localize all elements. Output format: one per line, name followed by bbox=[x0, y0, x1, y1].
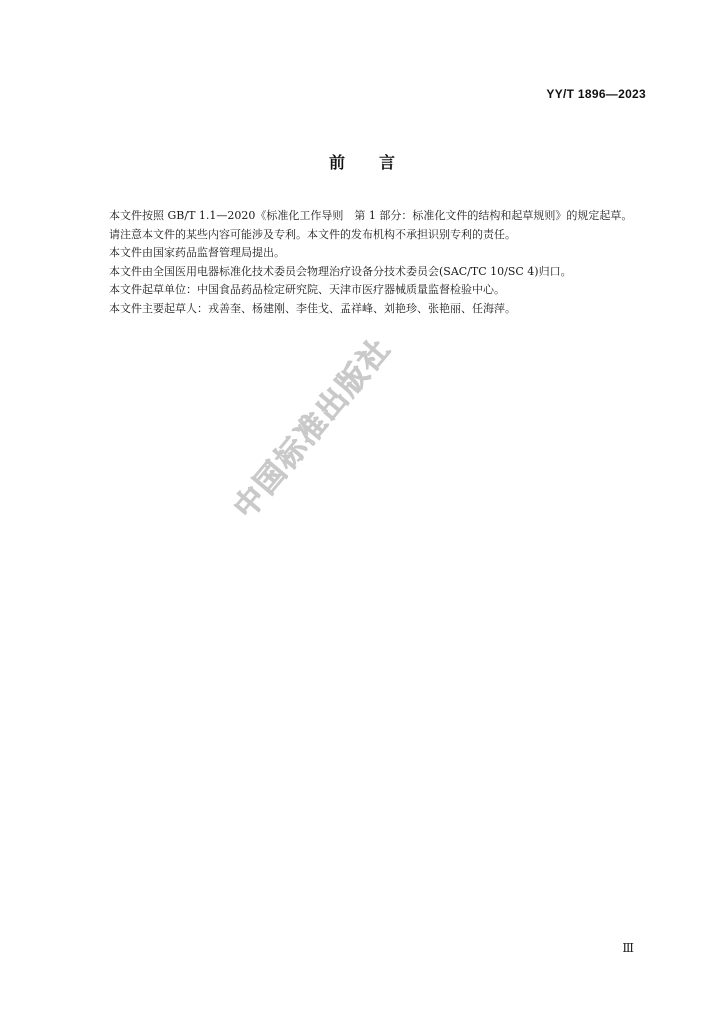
publisher-watermark: 中国标准出版社 bbox=[227, 331, 399, 526]
paragraph-patent-notice: 请注意本文件的某些内容可能涉及专利。本文件的发布机构不承担识别专利的责任。 bbox=[109, 227, 516, 241]
paragraph-drafting-rules: 本文件按照 GB/T 1.1—2020《标准化工作导则 第 1 部分：标准化文件的结构和起草规则》的规定起草。 bbox=[109, 209, 633, 222]
foreword-body bbox=[87, 207, 647, 318]
paragraph-proposer: 本文件由国家药品监督管理局提出。 bbox=[109, 246, 285, 259]
paragraph-technical-committee: 本文件由全国医用电器标准化技术委员会物理治疗设备分技术委员会(SAC/TC 10/SC 4)归口。 bbox=[109, 264, 572, 278]
section-title: 前言 bbox=[328, 153, 429, 172]
page-number: Ⅲ bbox=[622, 941, 634, 955]
paragraph-main-drafters: 本文件主要起草人：戎善奎、杨建刚、李佳戈、孟祥峰、刘艳珍、张艳丽、任海萍。 bbox=[109, 301, 516, 315]
paragraph-drafting-organizations: 本文件起草单位：中国食品药品检定研究院、天津市医疗器械质量监督检验中心。 bbox=[109, 283, 505, 296]
standard-code: YY/T 1896—2023 bbox=[546, 87, 646, 101]
